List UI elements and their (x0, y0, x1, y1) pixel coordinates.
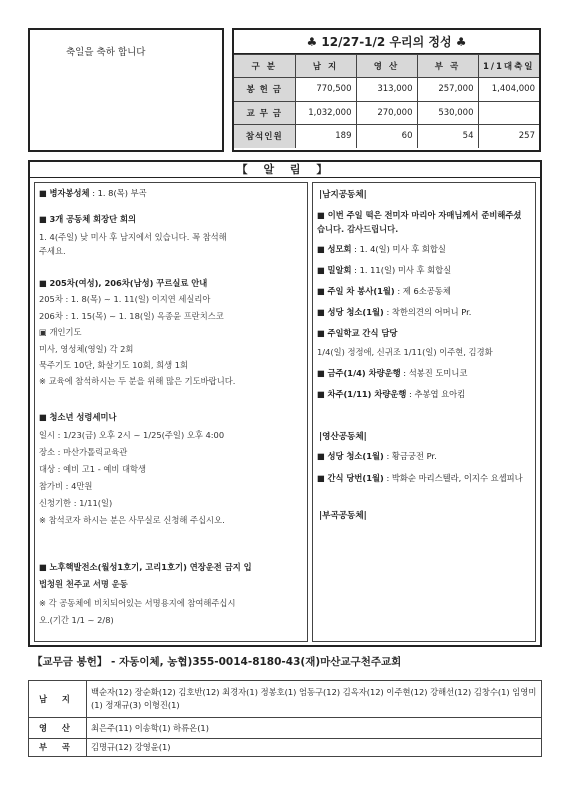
item-heading: 주일 차 봉사(1월) (327, 286, 395, 296)
item-heading: 205차(여성), 206차(남성) 꾸르실료 안내 (49, 278, 208, 288)
greeting-text: 축일을 축하 합니다 (66, 47, 146, 58)
value-cell: 189 (295, 124, 356, 147)
item-text: : 추봉엽 요아킴 (406, 389, 466, 399)
item-heading: 밀알회 (327, 265, 352, 275)
item-heading: 차주(1/11) 차량운행 (327, 389, 407, 399)
item-text: : 석봉진 도미니코 (400, 368, 468, 378)
notice-item: ■ 청소년 성령세미나 (39, 412, 117, 422)
notice-item: ■ 성당 청소(1월) : 황금궁전 Pr. (317, 451, 437, 461)
greeting-box (28, 28, 224, 152)
value-cell: 530,000 (417, 101, 478, 124)
community-heading: |부곡공동체| (319, 511, 367, 521)
notice-item: ■ 205차(여성), 206차(남성) 꾸르실료 안내 (39, 278, 208, 288)
item-heading: 노후핵발전소(월성1호기, 고리1호기) 연장운전 금지 입 (49, 562, 252, 572)
notice-item: ■ 성당 청소(1월) : 착한의견의 어머니 Pr. (317, 307, 472, 317)
item-line: 1. 4(주일) 낮 미사 후 남지에서 있습니다. 꼭 참석해 (39, 232, 227, 242)
item-heading: 청소년 성령세미나 (49, 412, 117, 422)
item-text: 이번 주일 떡은 전미자 마리아 자매님께서 준비해주셨 (327, 210, 522, 220)
table-row (29, 718, 542, 739)
item-line: 주세요. (39, 246, 66, 256)
notice-item: ■ 노후핵발전소(월성1호기, 고리1호기) 연장운전 금지 입 (39, 562, 252, 572)
tithe-members-table (28, 680, 542, 757)
row-label: 교 무 금 (234, 101, 295, 124)
offering-header-row (234, 55, 539, 78)
table-row (29, 681, 542, 718)
item-line: ※ 각 공동체에 비치되어있는 서명용지에 참여해주십시 (39, 598, 236, 608)
notice-item: ■ 간식 당번(1월) : 박화순 마리스텔라, 이지수 요셉피나 (317, 473, 523, 483)
item-line: 1/4(일) 정정애, 신귀조 1/11(일) 이주현, 김경화 (317, 347, 493, 357)
item-text: : 황금궁전 Pr. (383, 451, 437, 461)
item-text: : 제 6소공동체 (394, 286, 451, 296)
member-names: 백순자(12) 장순화(12) 김호반(12) 최경자(1) 정봉호(1) 엄동구(12) 김옥자(12) 이주현(12) 강해선(12) 김창수(1) 임영미(1) 정재규(3) 이형진(1) (87, 681, 542, 718)
notice-item: ■ 금주(1/4) 차량운행 : 석봉진 도미니코 (317, 368, 468, 378)
offering-title: ♣ 12/27-1/2 우리의 정성 ♣ (234, 30, 539, 54)
item-heading: 간식 당번(1월) (327, 473, 384, 483)
notice-item: ■ 성모회 : 1. 4(일) 미사 후 회합실 (317, 244, 446, 254)
member-names: 최은주(11) 이송학(1) 하류온(1) (87, 718, 542, 739)
notice-item: ■ 주일학교 간식 담당 (317, 328, 398, 338)
notice-left-column (34, 182, 308, 642)
item-heading: 금주(1/4) 차량운행 (327, 368, 401, 378)
notice-item: ■ 주일 차 봉사(1월) : 제 6소공동체 (317, 286, 451, 296)
value-cell: 54 (417, 124, 478, 147)
value-cell: 257 (478, 124, 539, 147)
group-label: 부 곡 (29, 739, 87, 757)
header-cell: 영 산 (356, 55, 417, 78)
item-text: : 박화순 마리스텔라, 이지수 요셉피나 (383, 473, 523, 483)
value-cell: 257,000 (417, 78, 478, 101)
offering-row (234, 101, 539, 124)
notice-item: ■ 병자봉성체 : 1. 8(목) 부곡 (39, 188, 147, 198)
community-heading: |영산공동체| (319, 432, 367, 442)
value-cell: 1,404,000 (478, 78, 539, 101)
header-cell: 남 지 (295, 55, 356, 78)
value-cell: 313,000 (356, 78, 417, 101)
item-heading: 성당 청소(1월) (327, 307, 384, 317)
item-heading: 주일학교 간식 담당 (327, 328, 398, 338)
value-cell: 270,000 (356, 101, 417, 124)
offering-panel (232, 28, 541, 152)
item-line: 미사, 영성체(영일) 각 2회 (39, 344, 134, 354)
value-cell: 60 (356, 124, 417, 147)
item-line: 참가비 : 4만원 (39, 481, 93, 491)
item-heading: 성모회 (327, 244, 352, 254)
value-cell: 1,032,000 (295, 101, 356, 124)
item-line: ※ 교육에 참석하시는 두 분을 위해 많은 기도바랍니다. (39, 376, 236, 386)
row-label: 참석인원 (234, 124, 295, 147)
item-line: 장소 : 마산가톨릭교육관 (39, 447, 128, 457)
notice-item: ■ 밀알회 : 1. 11(일) 미사 후 회합실 (317, 265, 452, 275)
group-label: 남 지 (29, 681, 87, 718)
community-heading: |남지공동체| (319, 190, 367, 200)
item-text: : 1. 8(목) 부곡 (89, 188, 147, 198)
row-label: 봉 헌 금 (234, 78, 295, 101)
item-line: 일시 : 1/23(금) 오후 2시 ~ 1/25(주일) 오후 4:00 (39, 430, 225, 440)
member-names: 김명규(12) 강영윤(1) (87, 739, 542, 757)
item-line: 206차 : 1. 15(목) ~ 1. 18(일) 옥종윤 프란치스코 (39, 311, 224, 321)
item-heading: 성당 청소(1월) (327, 451, 384, 461)
item-line: 습니다. 감사드립니다. (317, 224, 399, 234)
notice-right-column (312, 182, 536, 642)
notice-item: ■ 이번 주일 떡은 전미자 마리아 자매님께서 준비해주셨 (317, 210, 522, 220)
table-row (29, 739, 542, 757)
header-cell: 부 곡 (417, 55, 478, 78)
value-cell: 770,500 (295, 78, 356, 101)
group-label: 영 산 (29, 718, 87, 739)
item-line: 205차 : 1. 8(목) ~ 1. 11(일) 이지연 세실리아 (39, 294, 211, 304)
value-cell (478, 101, 539, 124)
item-heading: 병자봉성체 (49, 188, 90, 198)
notice-item: ■ 차주(1/11) 차량운행 : 추봉엽 요아킴 (317, 389, 466, 399)
tithe-banking-info: 【교무금 봉헌】 - 자동이체, 농협)355-0014-8180-43(재)마산교구천주교회 (32, 656, 402, 668)
item-text: : 착한의견의 어머니 Pr. (383, 307, 472, 317)
item-line: 대상 : 예비 고1 - 예비 대학생 (39, 464, 147, 474)
item-heading-cont: 법청원 천주교 서명 운동 (39, 579, 128, 589)
item-line: 묵주기도 10단, 화살기도 10회, 희생 1회 (39, 360, 189, 370)
notice-item: ■ 3개 공동체 회장단 회의 (39, 214, 137, 224)
item-text: : 1. 11(일) 미사 후 회합실 (351, 265, 452, 275)
header-cell: 구 분 (234, 55, 295, 78)
item-heading: 3개 공동체 회장단 회의 (49, 214, 137, 224)
item-line: 신청기한 : 1/11(일) (39, 498, 113, 508)
header-cell: 1/1대축일 (478, 55, 539, 78)
item-line: ※ 참석코자 하시는 분은 사무실로 신청해 주십시오. (39, 515, 225, 525)
item-line: 오.(기간 1/1 ~ 2/8) (39, 615, 114, 625)
offering-table (234, 54, 539, 148)
offering-row (234, 78, 539, 101)
item-line: ▣ 개인기도 (39, 327, 82, 337)
notice-title: 【 알 림 】 (30, 162, 540, 178)
offering-row (234, 124, 539, 147)
item-text: : 1. 4(일) 미사 후 회합실 (351, 244, 446, 254)
notice-panel (28, 160, 542, 647)
